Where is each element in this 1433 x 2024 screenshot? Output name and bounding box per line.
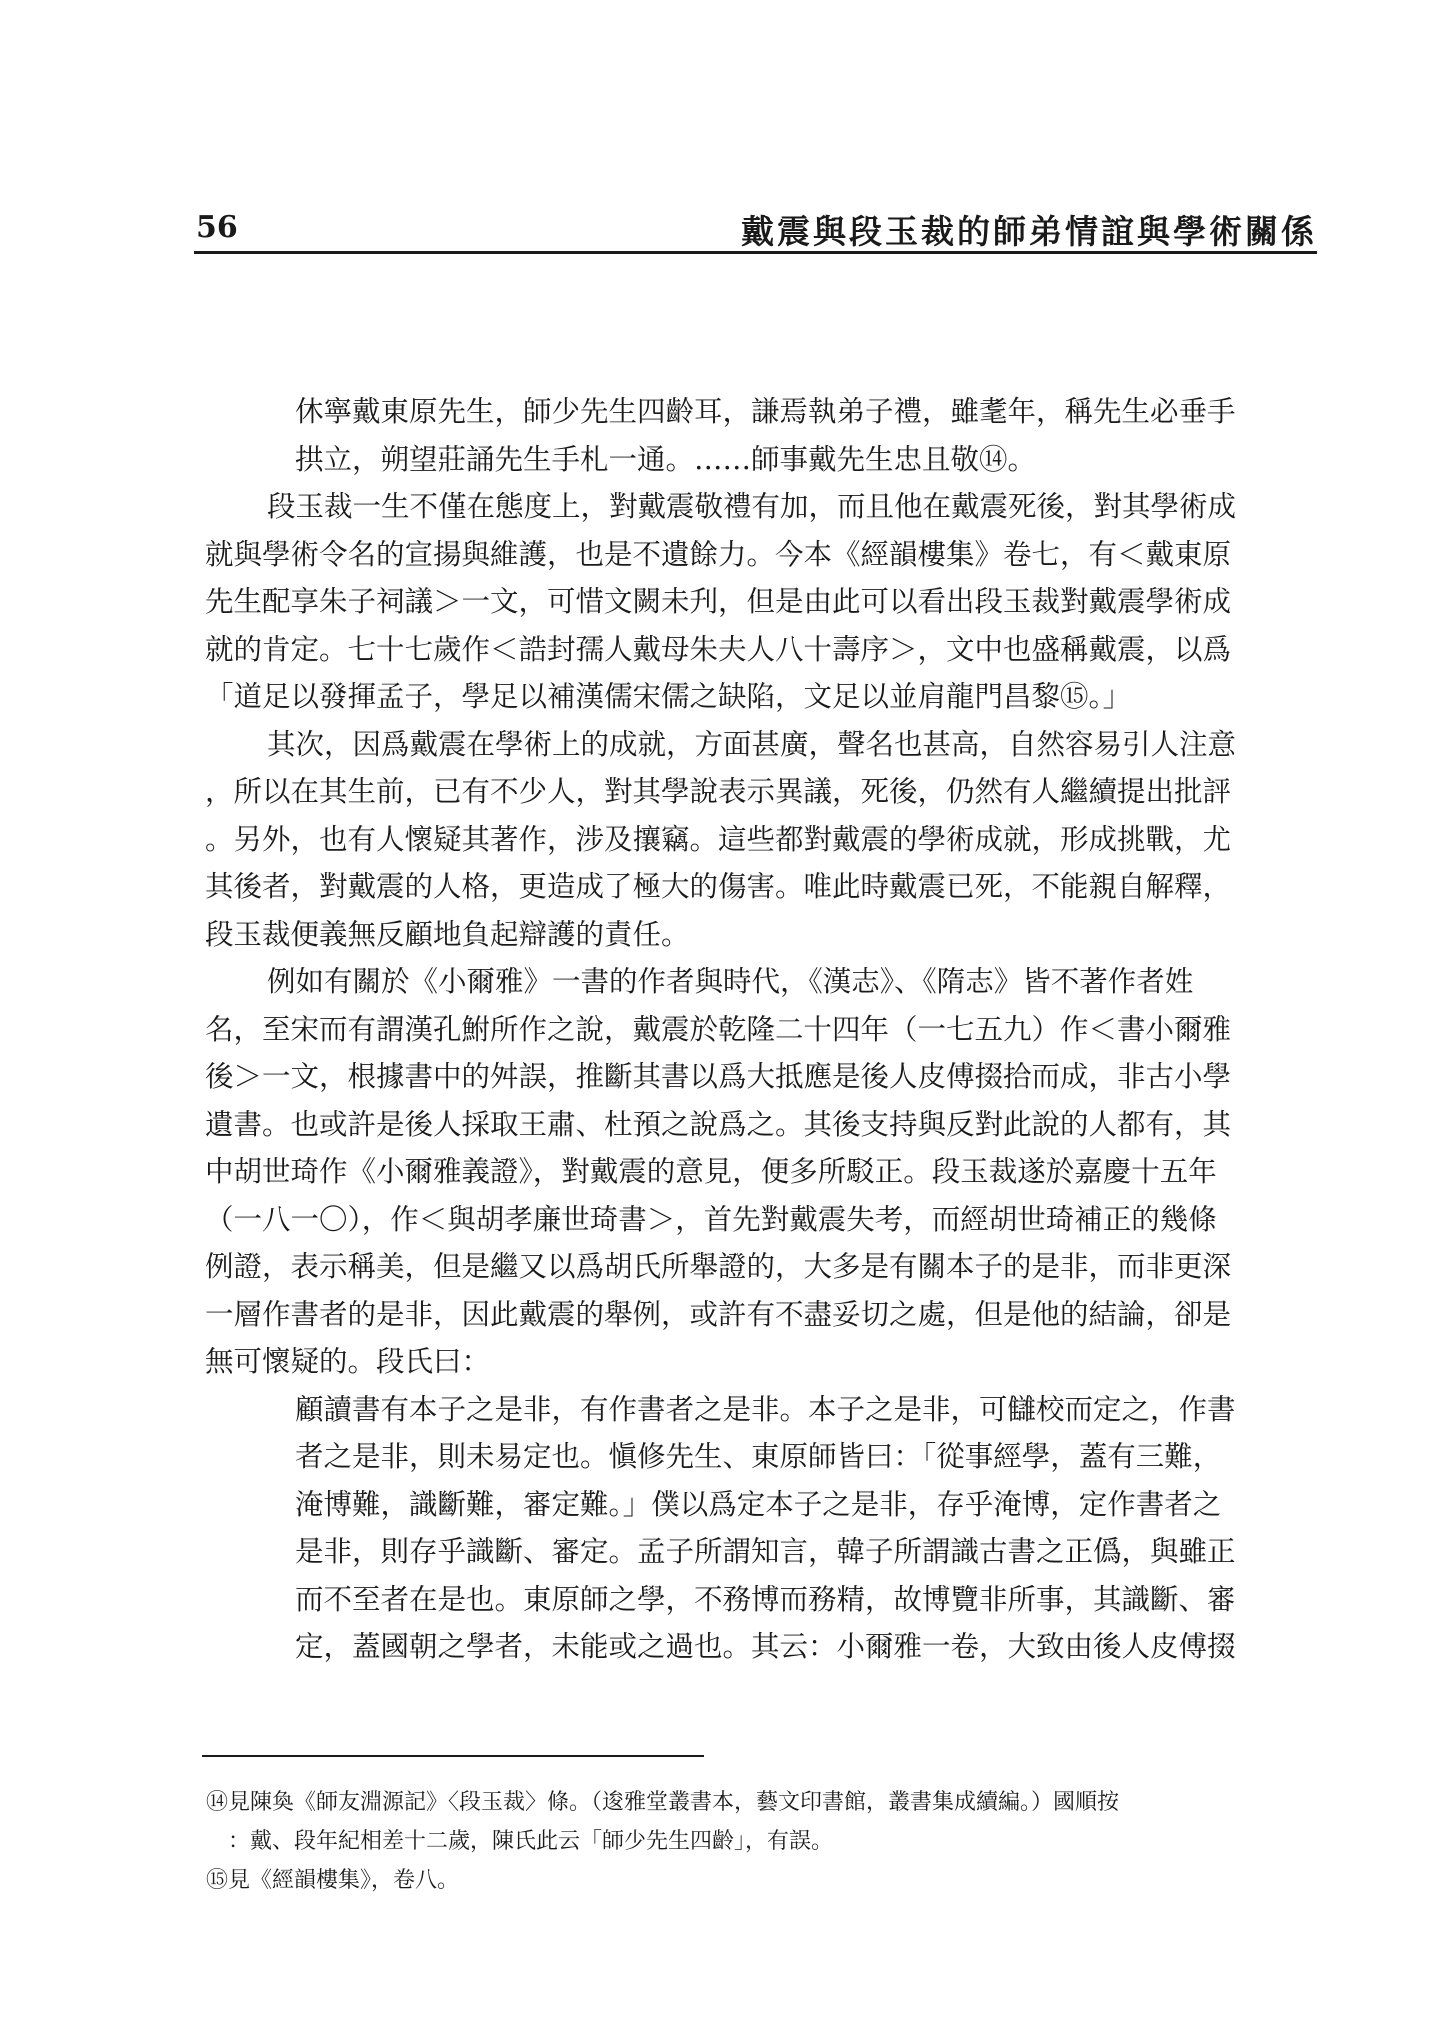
text-line: 就的肯定。七十七歲作＜誥封孺人戴母朱夫人八十壽序＞，文中也盛稱戴震，以爲	[205, 632, 1232, 666]
running-title: 戴震與段玉裁的師弟情誼與學術關係	[741, 212, 1317, 251]
text-line: 名，至宋而有謂漢孔鮒所作之說，戴震於乾隆二十四年（一七五九）作＜書小爾雅	[205, 1012, 1232, 1046]
block-quote-2	[205, 1386, 1295, 1671]
text-line: 段玉裁一生不僅在態度上，對戴震敬禮有加，而且他在戴震死後，對其學術成	[267, 490, 1237, 523]
body-text	[205, 388, 1295, 1671]
text-line: 先生配享朱子祠議＞一文，可惜文闕未刋，但是由此可以看出段玉裁對戴震學術成	[205, 585, 1232, 618]
text-line: 例如有關於《小爾雅》一書的作者與時代，《漢志》、《隋志》皆不著作者姓	[267, 965, 1194, 998]
text-line: ，所以在其生前，已有不少人，對其學說表示異議，死後，仍然有人繼續提出批評	[205, 775, 1232, 808]
text-line: 例證，表示稱美，但是繼又以爲胡氏所舉證的，大多是有關本子的是非，而非更深	[205, 1250, 1232, 1283]
block-quote-1	[205, 388, 1295, 483]
footnotes	[206, 1783, 1306, 1900]
text-line: 而不至者在是也。東原師之學，不務博而務精，故博覽非所事，其識斷、審	[295, 1582, 1236, 1616]
text-line: 休寧戴東原先生，師少先生四齡耳，謙焉執弟子禮，雖耄年，稱先生必垂手	[295, 395, 1236, 428]
footnote-15: ⑮見《經韻樓集》，卷八。	[206, 1868, 460, 1893]
footnote-rule	[202, 1755, 704, 1757]
paragraph-2	[205, 721, 1295, 959]
text-line: 中胡世琦作《小爾雅義證》，對戴震的意見，便多所駁正。段玉裁遂於嘉慶十五年	[205, 1155, 1217, 1188]
text-line: 後＞一文，根據書中的舛誤，推斷其書以爲大抵應是後人皮傅掇拾而成，非古小學	[205, 1060, 1232, 1093]
footnote-14: ⑭見陳奐《師友淵源記》〈段玉裁〉條。（逡雅堂叢書本，藝文印書館，叢書集成續編。）國順按	[206, 1790, 1120, 1815]
paragraph-1	[205, 483, 1295, 721]
footnote-14-cont: ：戴、段年紀相差十二歲，陳氏此云「師少先生四齡」，有誤。	[228, 1829, 834, 1854]
text-line: 。另外，也有人懷疑其著作，涉及攘竊。這些都對戴震的學術成就，形成挑戰，尤	[205, 822, 1232, 856]
text-line: 段玉裁便義無反顧地負起辯護的責任。	[205, 917, 690, 951]
text-line: 淹博難，識斷難，審定難。」僕以爲定本子之是非，存乎淹博，定作書者之	[295, 1487, 1222, 1521]
paragraph-3	[205, 958, 1295, 1386]
text-line: 拱立，朔望莊誦先生手札一通。……師事戴先生忠且敬⑭。	[295, 442, 1037, 476]
page-number: 56	[196, 210, 238, 245]
text-line: 定，蓋國朝之學者，未能或之過也。其云：小爾雅一卷，大致由後人皮傅掇	[295, 1630, 1236, 1663]
text-line: 遺書。也或許是後人採取王肅、杜預之說爲之。其後支持與反對此說的人都有，其	[205, 1107, 1232, 1141]
header-rule	[194, 251, 1317, 254]
text-line: 顧讀書有本子之是非，有作書者之是非。本子之是非，可讎校而定之，作書	[295, 1392, 1236, 1426]
text-line: 就與學術令名的宣揚與維護，也是不遺餘力。今本《經韻樓集》卷七，有＜戴東原	[205, 537, 1232, 571]
text-line: 一層作書者的是非，因此戴震的舉例，或許有不盡妥切之處，但是他的結論，卻是	[205, 1297, 1232, 1331]
text-line: 其次，因爲戴震在學術上的成就，方面甚廣，聲名也甚高，自然容易引人注意	[267, 727, 1237, 761]
text-line: 者之是非，則未易定也。愼修先生、東原師皆曰：「從事經學，蓋有三難，	[295, 1440, 1222, 1473]
text-line: 是非，則存乎識斷、審定。孟子所謂知言，韓子所謂識古書之正僞，與雖正	[295, 1535, 1236, 1568]
text-line: 無可懷疑的。段氏曰：	[205, 1345, 491, 1378]
text-line: （一八一〇），作＜與胡孝廉世琦書＞，首先對戴震失考，而經胡世琦補正的幾條	[205, 1202, 1217, 1236]
text-line: 其後者，對戴震的人格，更造成了極大的傷害。唯此時戴震已死，不能親自解釋，	[205, 870, 1232, 903]
text-line: 「道足以發揮孟子，學足以補漢儒宋儒之缺陷，文足以並肩龍門昌黎⑮。」	[205, 680, 1132, 713]
